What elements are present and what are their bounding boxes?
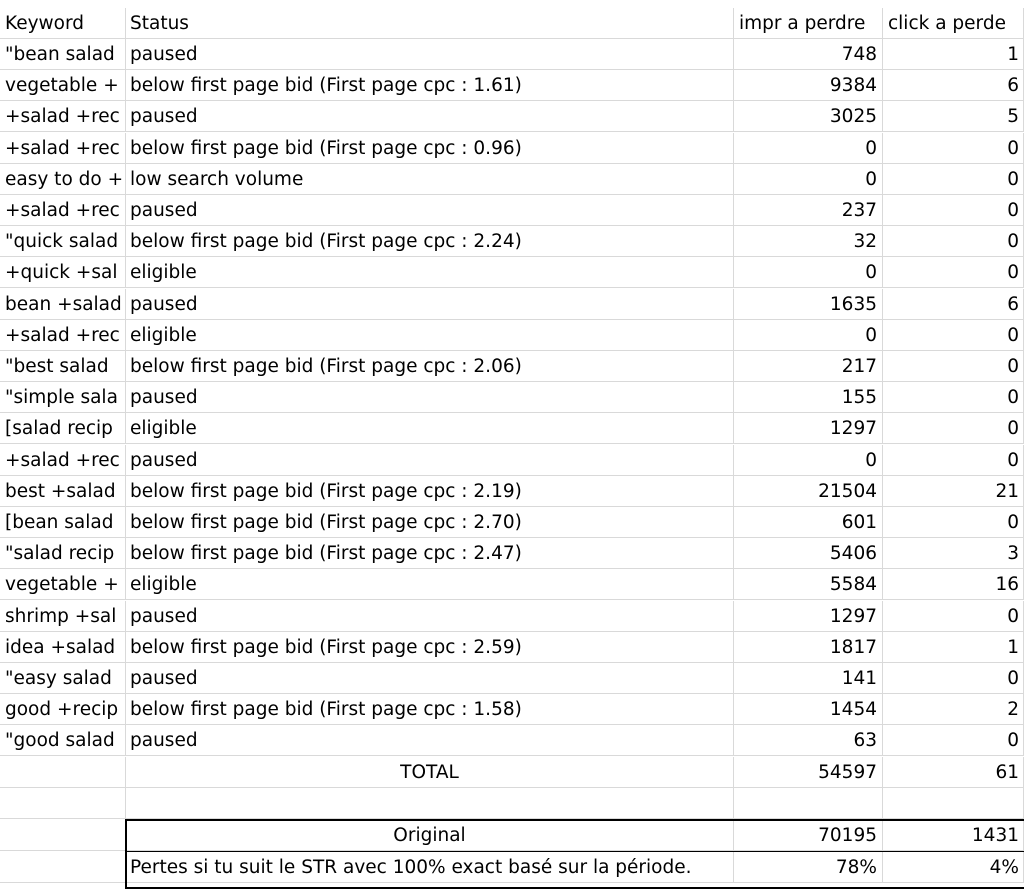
impr-cell[interactable]: 141: [734, 663, 883, 694]
click-cell[interactable]: 3: [883, 538, 1024, 569]
impr-cell[interactable]: 5406: [734, 538, 883, 569]
status-cell[interactable]: eligible: [126, 320, 734, 351]
status-cell[interactable]: eligible: [126, 257, 734, 288]
impr-cell[interactable]: 9384: [734, 70, 883, 101]
keyword-cell[interactable]: "quick salad: [0, 226, 126, 257]
impr-cell[interactable]: 748: [734, 39, 883, 70]
losses-row: [0, 852, 1024, 883]
table-row: [0, 351, 1024, 382]
impr-cell[interactable]: 0: [734, 164, 883, 195]
click-cell[interactable]: 0: [883, 195, 1024, 226]
status-cell[interactable]: eligible: [126, 569, 734, 600]
keyword-cell[interactable]: good +recip: [0, 694, 126, 725]
keyword-cell[interactable]: "best salad: [0, 351, 126, 382]
click-cell[interactable]: 0: [883, 164, 1024, 195]
table-row: [0, 195, 1024, 226]
click-cell[interactable]: 0: [883, 445, 1024, 476]
table-row: [0, 507, 1024, 538]
table-row: [0, 569, 1024, 600]
click-cell[interactable]: 0: [883, 226, 1024, 257]
table-row: [0, 320, 1024, 351]
impr-cell[interactable]: 5584: [734, 569, 883, 600]
keyword-cell[interactable]: +salad +rec: [0, 320, 126, 351]
total-empty-cell[interactable]: [0, 757, 126, 788]
click-cell[interactable]: 0: [883, 133, 1024, 164]
keyword-cell[interactable]: "salad recip: [0, 538, 126, 569]
table-row: [0, 164, 1024, 195]
status-cell[interactable]: paused: [126, 101, 734, 132]
original-empty-cell[interactable]: [0, 820, 126, 851]
keyword-cell[interactable]: +quick +sal: [0, 257, 126, 288]
losses-click[interactable]: 4%: [883, 852, 1024, 883]
header-keyword[interactable]: Keyword: [0, 8, 126, 39]
impr-cell[interactable]: 1635: [734, 289, 883, 320]
summary-divider: [125, 851, 1024, 852]
original-impr[interactable]: 70195: [734, 820, 883, 851]
table-row: [0, 601, 1024, 632]
impr-cell[interactable]: 0: [734, 445, 883, 476]
status-cell[interactable]: below first page bid (First page cpc : 2.70): [126, 507, 734, 538]
impr-cell[interactable]: 0: [734, 133, 883, 164]
status-cell[interactable]: paused: [126, 725, 734, 756]
original-click[interactable]: 1431: [883, 820, 1024, 851]
click-cell[interactable]: 0: [883, 382, 1024, 413]
click-cell[interactable]: 6: [883, 70, 1024, 101]
header-click[interactable]: click a perde: [883, 8, 1024, 39]
status-cell[interactable]: below first page bid (First page cpc : 0.96): [126, 133, 734, 164]
keyword-cell[interactable]: "good salad: [0, 725, 126, 756]
table-row: [0, 133, 1024, 164]
keyword-cell[interactable]: "bean salad: [0, 39, 126, 70]
keyword-cell[interactable]: +salad +rec: [0, 445, 126, 476]
status-cell[interactable]: paused: [126, 663, 734, 694]
impr-cell[interactable]: 21504: [734, 476, 883, 507]
status-cell[interactable]: paused: [126, 382, 734, 413]
table-row: [0, 413, 1024, 444]
header-impr[interactable]: impr a perdre: [734, 8, 883, 39]
impr-cell[interactable]: 1297: [734, 601, 883, 632]
status-cell[interactable]: below first page bid (First page cpc : 2.24): [126, 226, 734, 257]
click-cell[interactable]: 0: [883, 257, 1024, 288]
total-row: [0, 757, 1024, 788]
click-cell[interactable]: 21: [883, 476, 1024, 507]
impr-cell[interactable]: 1817: [734, 632, 883, 663]
table-row: [0, 663, 1024, 694]
keyword-cell[interactable]: "simple sala: [0, 382, 126, 413]
table-row: [0, 101, 1024, 132]
empty-cell[interactable]: [734, 788, 883, 819]
status-cell[interactable]: paused: [126, 445, 734, 476]
keyword-cell[interactable]: idea +salad: [0, 632, 126, 663]
table-row: [0, 226, 1024, 257]
status-cell[interactable]: paused: [126, 289, 734, 320]
keyword-cell[interactable]: vegetable +: [0, 569, 126, 600]
keyword-cell[interactable]: +salad +rec: [0, 195, 126, 226]
keyword-cell[interactable]: [bean salad: [0, 507, 126, 538]
table-row: [0, 725, 1024, 756]
keyword-cell[interactable]: [salad recip: [0, 413, 126, 444]
original-row: [0, 820, 1024, 851]
empty-cell[interactable]: [883, 788, 1024, 819]
impr-cell[interactable]: 237: [734, 195, 883, 226]
click-cell[interactable]: 0: [883, 663, 1024, 694]
status-cell[interactable]: below first page bid (First page cpc : 2.59): [126, 632, 734, 663]
table-row: [0, 289, 1024, 320]
table-row: [0, 694, 1024, 725]
impr-cell[interactable]: 1454: [734, 694, 883, 725]
empty-cell[interactable]: [0, 788, 126, 819]
losses-label[interactable]: Pertes si tu suit le STR avec 100% exact basé sur la période.: [126, 852, 734, 883]
empty-cell[interactable]: [126, 788, 734, 819]
keyword-cell[interactable]: easy to do +: [0, 164, 126, 195]
click-cell[interactable]: 0: [883, 413, 1024, 444]
click-cell[interactable]: 0: [883, 601, 1024, 632]
total-impr[interactable]: 54597: [734, 757, 883, 788]
impr-cell[interactable]: 217: [734, 351, 883, 382]
status-cell[interactable]: below first page bid (First page cpc : 2.19): [126, 476, 734, 507]
table-row: [0, 445, 1024, 476]
impr-cell[interactable]: 3025: [734, 101, 883, 132]
impr-cell[interactable]: 32: [734, 226, 883, 257]
header-status[interactable]: Status: [126, 8, 734, 39]
keyword-cell[interactable]: +salad +rec: [0, 101, 126, 132]
status-cell[interactable]: low search volume: [126, 164, 734, 195]
table-row: [0, 70, 1024, 101]
table-row: [0, 476, 1024, 507]
table-row: [0, 257, 1024, 288]
table-row: [0, 39, 1024, 70]
keyword-cell[interactable]: bean +salad: [0, 289, 126, 320]
impr-cell[interactable]: 155: [734, 382, 883, 413]
table-row: [0, 538, 1024, 569]
impr-cell[interactable]: 0: [734, 320, 883, 351]
status-cell[interactable]: below first page bid (First page cpc : 2.06): [126, 351, 734, 382]
total-label[interactable]: TOTAL: [126, 757, 734, 788]
keyword-cell[interactable]: +salad +rec: [0, 133, 126, 164]
status-cell[interactable]: below first page bid (First page cpc : 2.47): [126, 538, 734, 569]
keyword-cell[interactable]: shrimp +sal: [0, 601, 126, 632]
total-click[interactable]: 61: [883, 757, 1024, 788]
impr-cell[interactable]: 1297: [734, 413, 883, 444]
empty-row: [0, 788, 1024, 819]
click-cell[interactable]: 0: [883, 507, 1024, 538]
keyword-cell[interactable]: "easy salad: [0, 663, 126, 694]
impr-cell[interactable]: 63: [734, 725, 883, 756]
losses-empty-cell[interactable]: [0, 852, 126, 883]
status-cell[interactable]: below first page bid (First page cpc : 1.61): [126, 70, 734, 101]
original-label[interactable]: Original: [126, 820, 734, 851]
click-cell[interactable]: 5: [883, 101, 1024, 132]
click-cell[interactable]: 0: [883, 351, 1024, 382]
status-cell[interactable]: eligible: [126, 413, 734, 444]
click-cell[interactable]: 16: [883, 569, 1024, 600]
status-cell[interactable]: paused: [126, 195, 734, 226]
status-cell[interactable]: paused: [126, 601, 734, 632]
header-row: [0, 8, 1024, 39]
status-cell[interactable]: below first page bid (First page cpc : 1.58): [126, 694, 734, 725]
table-row: [0, 632, 1024, 663]
losses-impr[interactable]: 78%: [734, 852, 883, 883]
keyword-cell[interactable]: vegetable +: [0, 70, 126, 101]
table-row: [0, 382, 1024, 413]
impr-cell[interactable]: 0: [734, 257, 883, 288]
click-cell[interactable]: 1: [883, 39, 1024, 70]
click-cell[interactable]: 2: [883, 694, 1024, 725]
click-cell[interactable]: 0: [883, 320, 1024, 351]
impr-cell[interactable]: 601: [734, 507, 883, 538]
click-cell[interactable]: 0: [883, 725, 1024, 756]
click-cell[interactable]: 6: [883, 289, 1024, 320]
click-cell[interactable]: 1: [883, 632, 1024, 663]
status-cell[interactable]: paused: [126, 39, 734, 70]
keyword-cell[interactable]: best +salad: [0, 476, 126, 507]
